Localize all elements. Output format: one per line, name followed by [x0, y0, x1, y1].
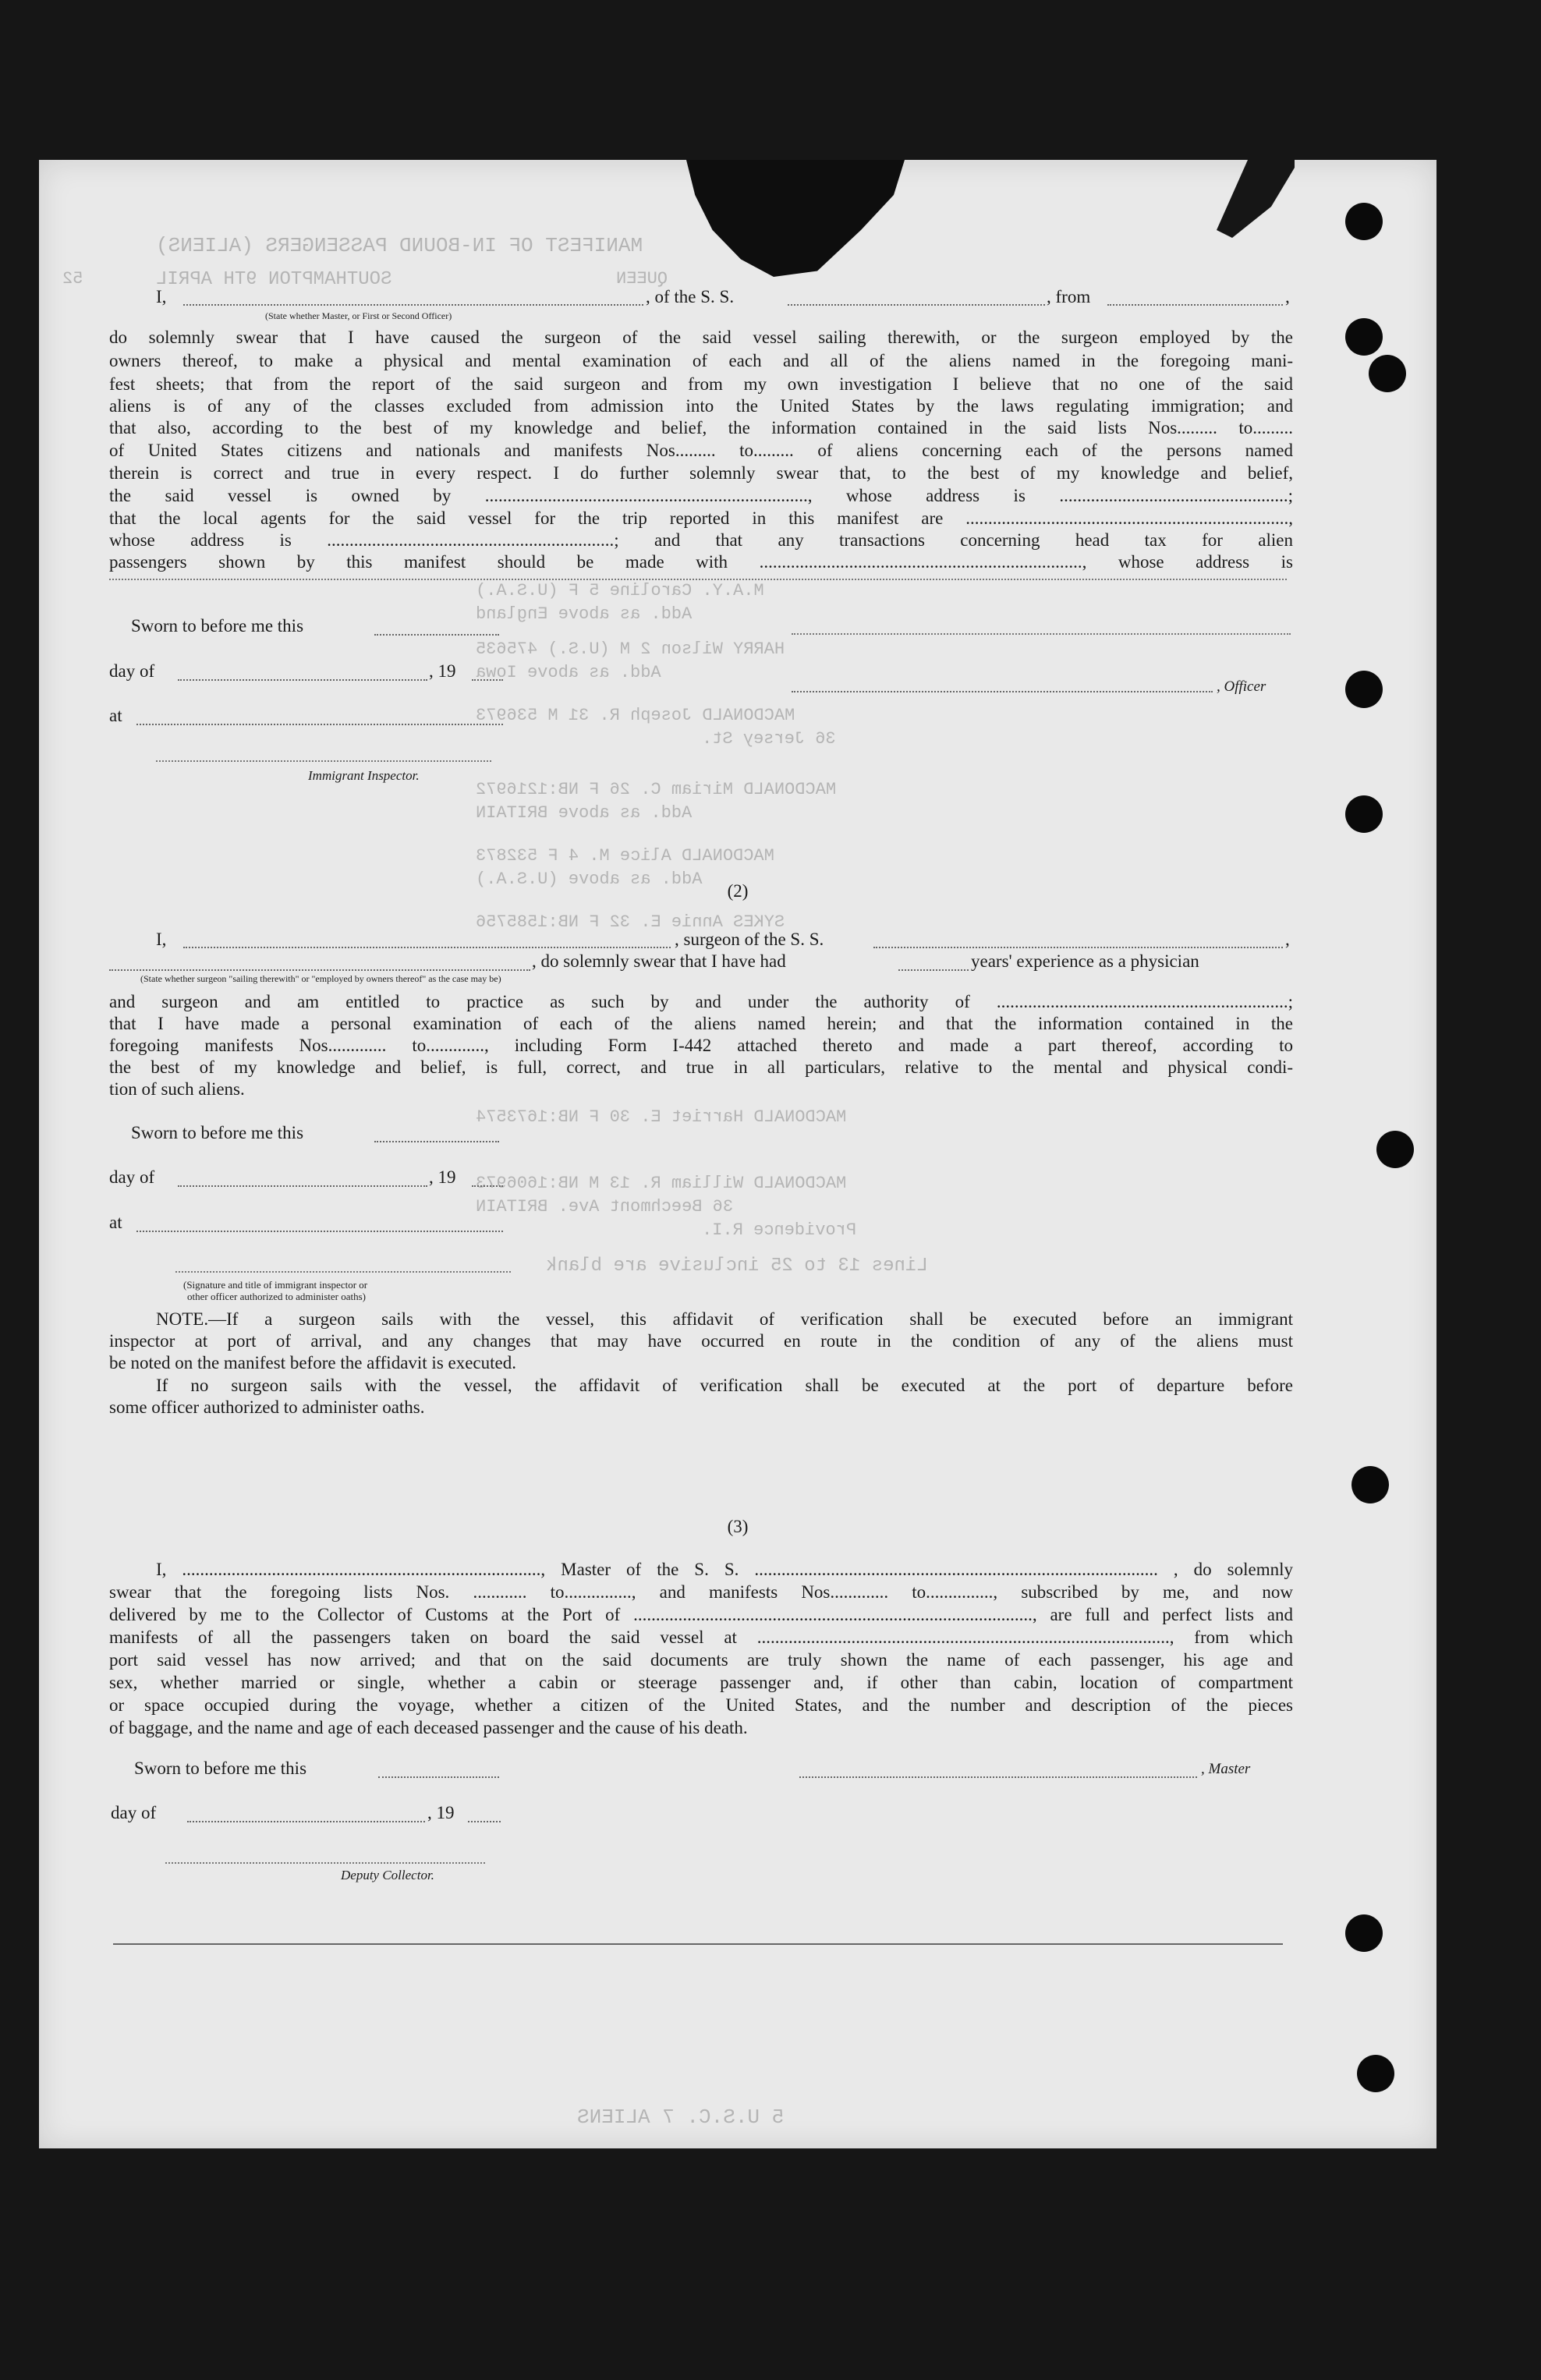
s1-day-of: day of	[109, 661, 155, 681]
s3-master-blank[interactable]	[799, 1762, 1197, 1778]
s2-years: years' experience as a physician	[971, 951, 1199, 971]
binder-hole	[1369, 355, 1406, 392]
note-line: be noted on the manifest before the affidavit is executed.	[109, 1353, 516, 1372]
bleed-line: Add. as above England	[476, 604, 693, 624]
s2-state-note: (State whether surgeon "sailing therewith" or "employed by owners thereof" as the case may be)	[140, 973, 501, 984]
s1-at: at	[109, 706, 122, 725]
bleed-line: 36 Jersey St.	[702, 729, 836, 749]
s2-swear: , do solemnly swear that I have had	[532, 951, 786, 971]
s3-day-blank[interactable]	[187, 1807, 425, 1822]
s1-from-blank[interactable]	[1107, 290, 1283, 306]
s2-sig-rule	[175, 1271, 511, 1273]
s1-i-label: I,	[156, 287, 167, 306]
s3-para-line: swear that the foregoing lists Nos. ............ to..............., and manifests Nos............. to..............., subscribed by me, and now	[109, 1582, 1293, 1602]
binder-hole	[1351, 1466, 1389, 1503]
s1-at-blank[interactable]	[136, 710, 503, 725]
s3-deputy: Deputy Collector.	[341, 1868, 434, 1882]
s1-sworn: Sworn to before me this	[131, 616, 304, 636]
s2-status-blank[interactable]	[109, 955, 530, 971]
note-line: If no surgeon sails with the vessel, the affidavit of verification shall be executed at the port of departure before	[156, 1376, 1293, 1395]
bleed-ship: QUEEN	[616, 269, 668, 289]
bleed-num: 52	[62, 269, 83, 289]
bleed-line: MACDONALD Miriam C. 26 F NB:1216972	[476, 780, 837, 799]
s1-para-line: that the local agents for the said vessel for the trip reported in this manifest are ........................................................................,	[109, 508, 1293, 528]
s3-para-line: delivered by me to the Collector of Customs at the Port of ........................................................................................., are full and perfect lists and	[109, 1605, 1293, 1624]
note-line: inspector at port of arrival, and any changes that may have occurred en route in the condition of any of the aliens must	[109, 1331, 1293, 1351]
bleed-line: MACDONALD Harriet E. 30 F NB:1673574	[476, 1107, 847, 1127]
bleed-line: MACDONALD Alice M. 4 F 532873	[476, 846, 774, 866]
s1-para-line: do solemnly swear that I have caused the surgeon of the said vessel sailing therewith, or the surgeon employed by the	[109, 328, 1293, 347]
bleed-line: HARRY Wilson 2 M (U.S.) 475635	[476, 639, 785, 659]
bleed-line: Providence R.I.	[702, 1220, 857, 1240]
s3-master: , Master	[1201, 1761, 1251, 1777]
bleed-line: SYKES Annie E. 32 F NB:1585756	[476, 912, 785, 932]
s1-inspector: Immigrant Inspector.	[308, 768, 420, 783]
s2-at-blank[interactable]	[136, 1217, 503, 1232]
s1-officer-blank-2[interactable]	[792, 677, 1213, 692]
s3-year-blank[interactable]	[468, 1807, 501, 1822]
s3-para-line: sex, whether married or single, whether a cabin or steerage passenger and, if other than cabin, location of compartment	[109, 1673, 1293, 1692]
bleed-header: MANIFEST OF IN-BOUND PASSENGERS (ALIENS)	[156, 234, 643, 257]
s2-sworn-blank[interactable]	[374, 1127, 499, 1142]
s1-year-blank[interactable]	[472, 665, 503, 681]
note-line: NOTE.—If a surgeon sails with the vessel, this affidavit of verification shall be executed before an immigrant	[156, 1309, 1293, 1329]
s2-sig-note-2: other officer authorized to administer oaths)	[187, 1291, 366, 1302]
s2-years-blank[interactable]	[898, 955, 969, 971]
s1-para-line: passengers shown by this manifest should be made with ........................................................................, whose address is	[109, 552, 1293, 572]
binder-hole	[1357, 2055, 1394, 2092]
s2-i-label: I,	[156, 930, 167, 949]
s3-para-line: or space occupied during the voyage, whether a citizen of the United States, and the number and description of the pieces	[109, 1695, 1293, 1715]
s2-para-line: the best of my knowledge and belief, is full, correct, and true in all particulars, relative to the mental and physical condi-	[109, 1057, 1293, 1077]
s2-para-line: tion of such aliens.	[109, 1079, 245, 1099]
s1-officer-label: , Officer	[1217, 678, 1266, 695]
s3-sworn-blank[interactable]	[378, 1762, 499, 1778]
s1-para-line: whose address is ................................................................; and that any transactions concerning head tax for alien	[109, 530, 1293, 550]
s1-para-line: of United States citizens and nationals and manifests Nos......... to......... of aliens concerning each of the persons named	[109, 441, 1293, 460]
s3-sworn: Sworn to before me this	[134, 1758, 307, 1778]
bleed-line: MACDONALD Joseph R. 31 M 536973	[476, 706, 795, 725]
s2-year: , 19	[429, 1167, 456, 1187]
s2-at: at	[109, 1213, 122, 1232]
s3-para-line: I, ................................................................................, Master of the S. S. .......................................................................................... , do solemnly	[156, 1560, 1293, 1579]
s1-state-note: (State whether Master, or First or Second Officer)	[265, 310, 452, 321]
bleed-line: Add. as above (U.S.A.)	[476, 869, 703, 889]
binder-hole	[1345, 203, 1383, 240]
s2-sworn: Sworn to before me this	[131, 1123, 304, 1142]
s2-day-of: day of	[109, 1167, 155, 1187]
s1-from: , from	[1047, 287, 1091, 306]
s1-para-line: the said vessel is owned by ........................................................................, whose address is ...................................................;	[109, 486, 1293, 505]
s1-day-blank[interactable]	[178, 665, 427, 681]
s2-sig-note-1: (Signature and title of immigrant inspector or	[183, 1279, 368, 1291]
s1-comma: ,	[1285, 287, 1290, 306]
s3-deputy-rule	[165, 1862, 485, 1864]
bleed-line: M.A.Y. Caroline 5 F (U.S.A.)	[476, 581, 764, 600]
binder-hole	[1345, 1914, 1383, 1952]
s1-para-line: that also, according to the best of my knowledge and belief, the information contained in the said lists Nos......... to.........	[109, 418, 1293, 437]
s2-surgeon-of: , surgeon of the S. S.	[675, 930, 824, 949]
s1-para-line: fest sheets; that from the report of the said surgeon and from my own investigation I believe that no one of the said	[109, 374, 1293, 394]
binder-hole	[1345, 795, 1383, 833]
note-line: some officer authorized to administer oaths.	[109, 1397, 425, 1417]
s2-para-line: that I have made a personal examination of each of the aliens named herein; and that the information contained in the	[109, 1014, 1293, 1033]
s1-para-line: aliens is of any of the classes excluded from admission into the United States by the laws regulating immigration; and	[109, 396, 1293, 416]
s2-comma: ,	[1285, 930, 1290, 949]
s1-para-line: owners thereof, to make a physical and mental examination of each and all of the aliens named in the foregoing mani-	[109, 351, 1293, 370]
s2-day-blank[interactable]	[178, 1171, 427, 1187]
bleed-line: Add. as above BRITAIN	[476, 803, 693, 823]
s3-para-line: manifests of all the passengers taken on board the said vessel at ............................................................................................, from which	[109, 1627, 1293, 1647]
bleed-line: MACDONALD William R. 13 M NB:1606973	[476, 1174, 847, 1193]
s1-sworn-blank[interactable]	[374, 620, 499, 636]
s1-inspector-rule	[156, 760, 491, 762]
s3-para-line: of baggage, and the name and age of each deceased passenger and the cause of his death.	[109, 1718, 748, 1737]
s1-ship-blank[interactable]	[788, 290, 1045, 306]
s3-para-line: port said vessel has now arrived; and that on the said documents are truly shown the name of each passenger, his age and	[109, 1650, 1293, 1670]
s2-para-line: foregoing manifests Nos............. to............., including Form I-442 attached thereto and made a part thereof, according to	[109, 1036, 1293, 1055]
s1-year: , 19	[429, 661, 456, 681]
s2-ship-blank[interactable]	[873, 933, 1283, 948]
s2-name-blank[interactable]	[183, 933, 671, 948]
s1-address-rule	[109, 579, 1287, 580]
s2-number: (2)	[727, 881, 749, 901]
s1-of-ss: , of the S. S.	[646, 287, 735, 306]
bleed-line: Lines 13 to 25 inclusive are blank	[546, 1256, 928, 1277]
binder-hole	[1345, 318, 1383, 356]
bleed-footer: 5 U.S.C. 7 ALIENS	[577, 2106, 785, 2129]
s2-para-line: and surgeon and am entitled to practice as such by and under the authority of .................................................................;	[109, 992, 1293, 1011]
s1-para-line: therein is correct and true in every respect. I do further solemnly swear that, to the best of my knowledge and belief,	[109, 463, 1293, 483]
s3-day-of: day of	[111, 1803, 157, 1822]
s3-number: (3)	[727, 1517, 749, 1536]
binder-hole	[1345, 671, 1383, 708]
bleed-line: 36 Beechmont Ave. BRITAIN	[476, 1197, 734, 1217]
bottom-rule	[113, 1943, 1283, 1945]
s1-officer-blank[interactable]	[183, 290, 643, 306]
s1-officer-sig-rule	[792, 633, 1291, 635]
binder-hole	[1376, 1131, 1414, 1168]
s2-year-blank[interactable]	[472, 1171, 503, 1187]
bleed-port: SOUTHAMPTON 9TH APRIL	[156, 269, 392, 290]
s3-year: , 19	[427, 1803, 455, 1822]
bleed-line: Add. as above Iowa	[476, 663, 661, 682]
